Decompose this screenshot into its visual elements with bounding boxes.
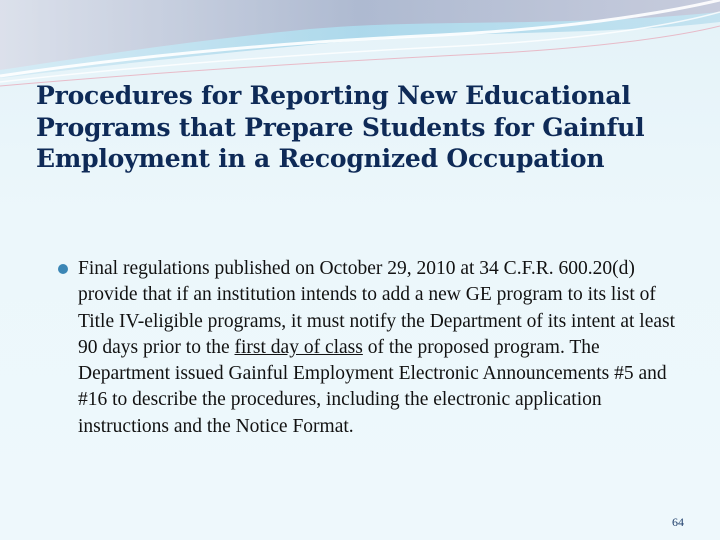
bullet-text-part-2: of the proposed program. The Department issued Gainful Employment Electronic Announcements #5 and #16 to describe the procedures, including the electronic application instructions and the Notice Format. — [78, 336, 667, 437]
bullet-list — [58, 256, 688, 440]
page-number: 64 — [672, 515, 684, 529]
bullet-dot-icon — [58, 264, 68, 274]
bullet-text-part-1: Final regulations published on October 29, 2010 at 34 C.F.R. 600.20(d) provide that if an institution intends to add a new GE program to its list of Title IV-eligible programs, it must notify the Department of its intent at least 90 days prior to the — [78, 258, 676, 358]
bullet-item — [58, 256, 688, 440]
decorative-header-swoosh — [0, 0, 720, 90]
slide-title: Procedures for Reporting New Educational Programs that Prepare Students for Gainful Employment in a Recognized Occupation — [36, 81, 645, 173]
bullet-text-underlined: first day of class — [234, 336, 363, 358]
